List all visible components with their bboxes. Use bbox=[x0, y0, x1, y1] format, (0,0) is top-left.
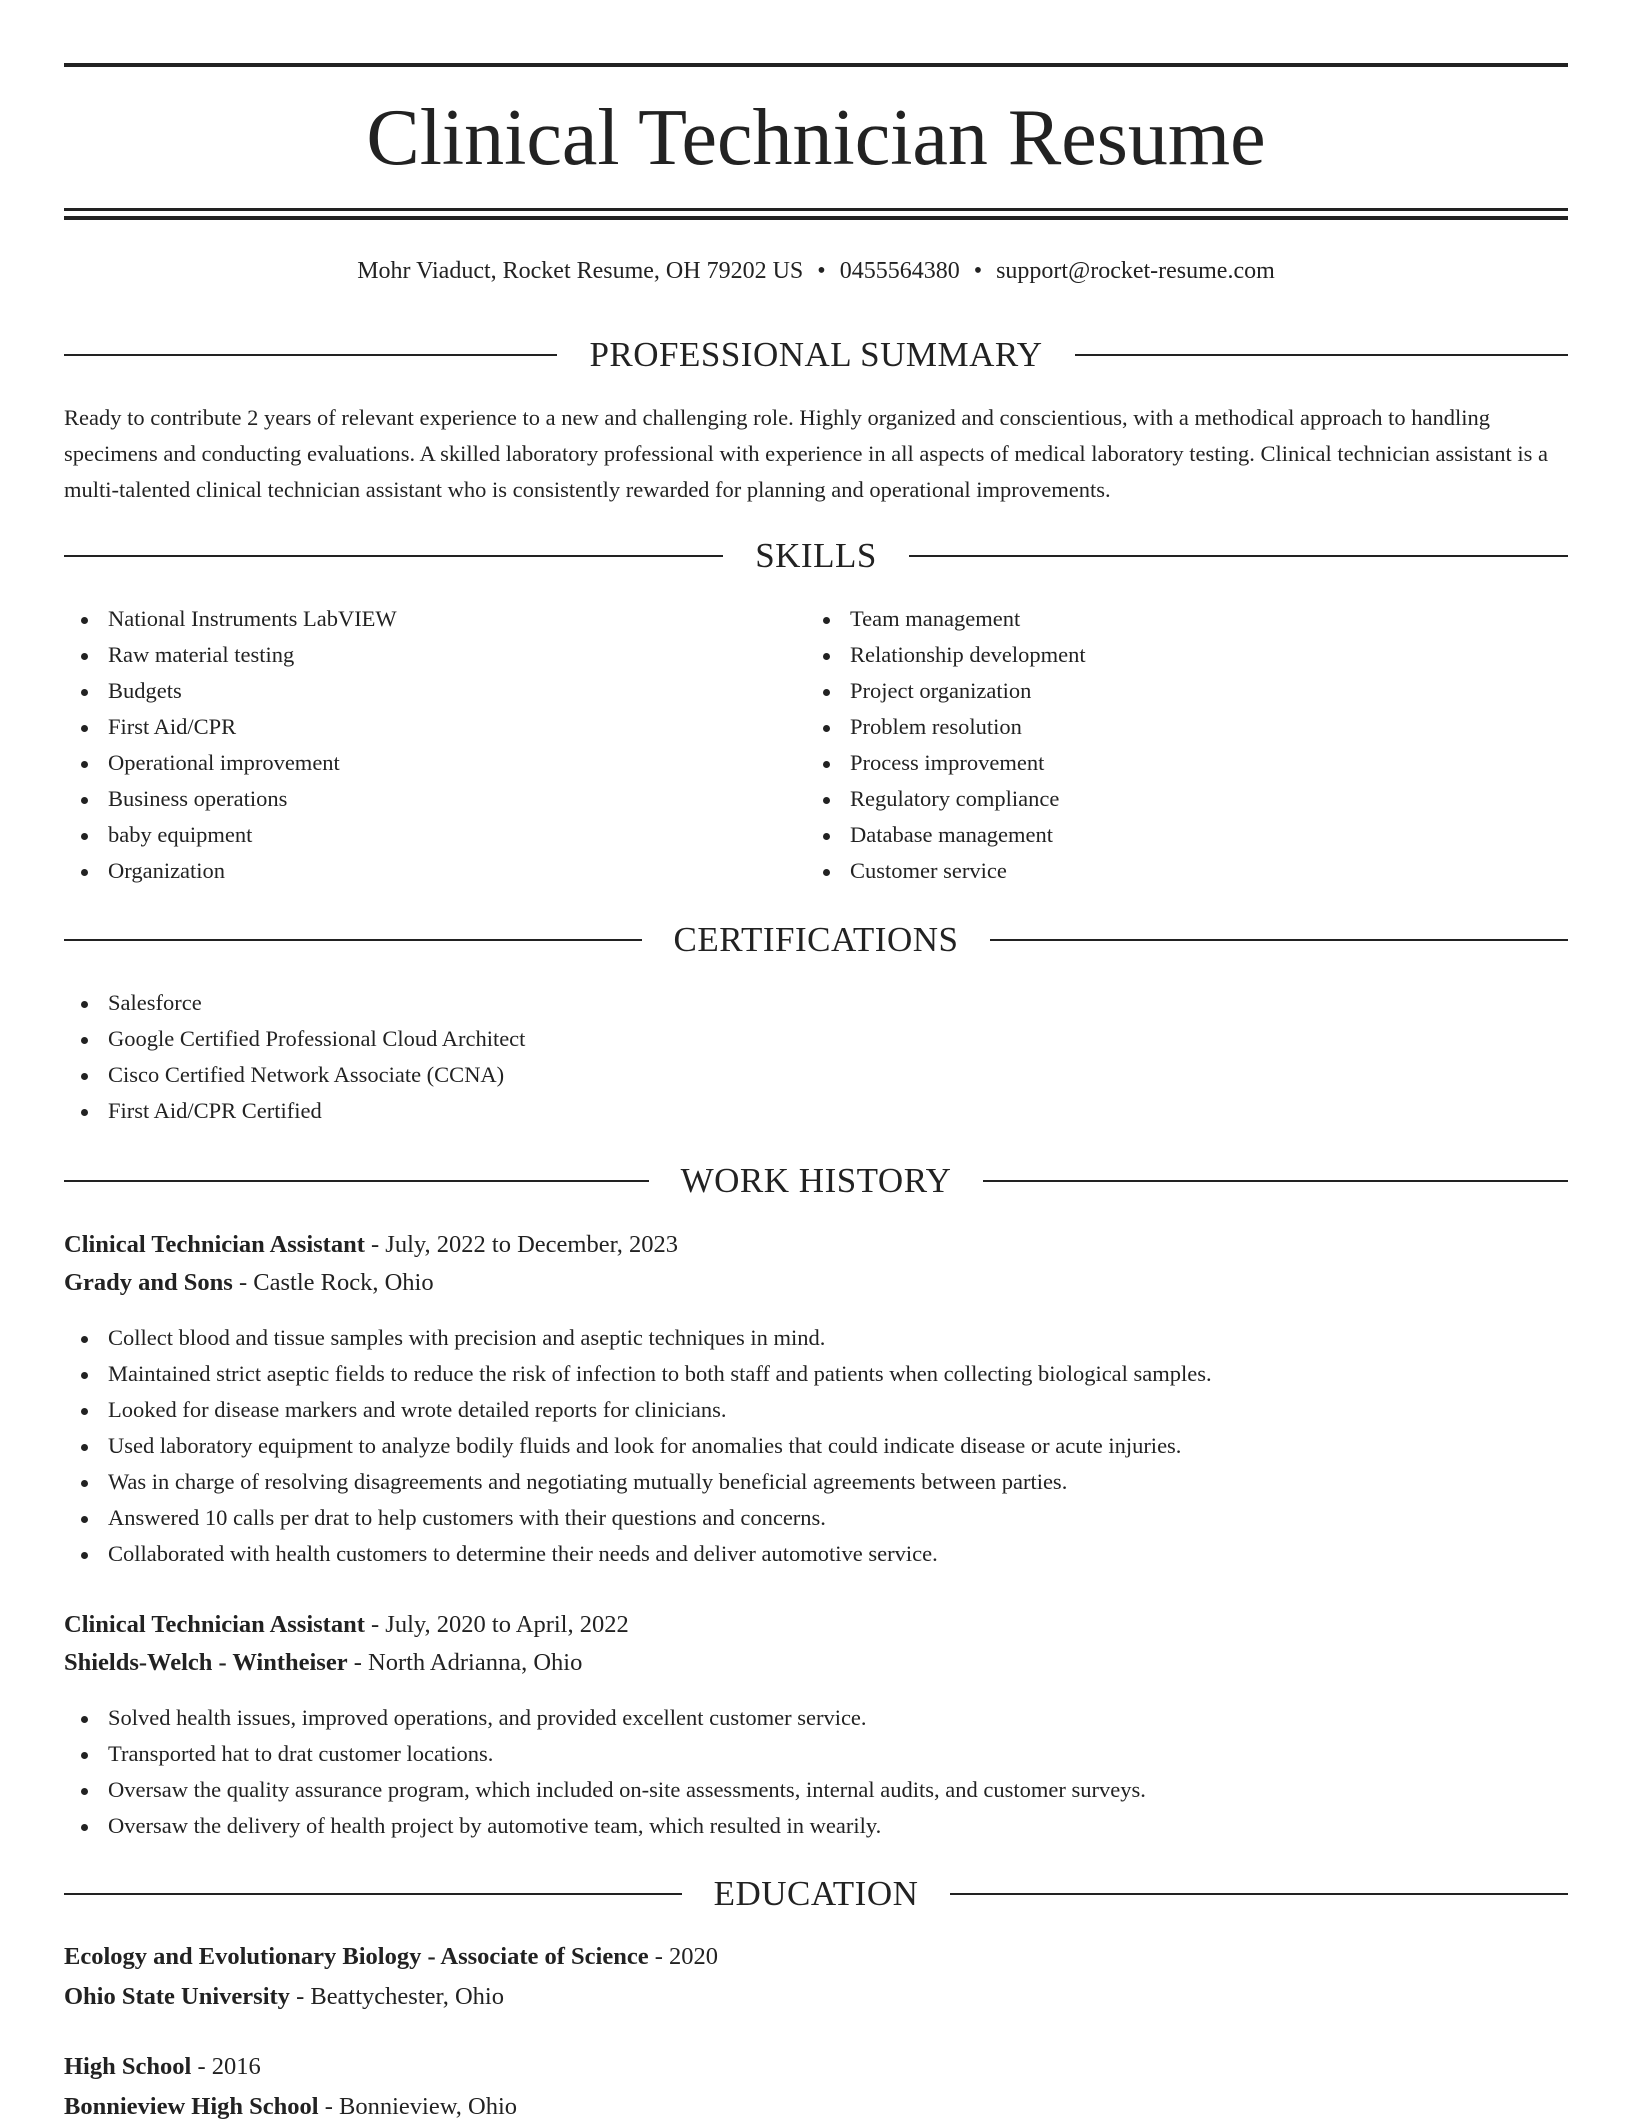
list-item: Project organization bbox=[806, 673, 1546, 709]
education-school: Ohio State University bbox=[64, 1983, 290, 2010]
heading-rule-right bbox=[950, 1893, 1568, 1895]
education-school-line bbox=[64, 1978, 504, 2016]
certifications-heading bbox=[64, 919, 1568, 961]
work-heading-label: WORK HISTORY bbox=[680, 1161, 952, 1200]
list-item: National Instruments LabVIEW bbox=[64, 601, 804, 637]
resume-title: Clinical Technician Resume bbox=[366, 94, 1266, 182]
list-item: Raw material testing bbox=[64, 637, 804, 673]
list-item: Looked for disease markers and wrote detailed reports for clinicians. bbox=[64, 1392, 1568, 1428]
heading-rule-right bbox=[983, 1180, 1568, 1182]
contact-separator: • bbox=[973, 258, 983, 284]
list-item: Database management bbox=[806, 817, 1546, 853]
list-item: Operational improvement bbox=[64, 745, 804, 781]
summary-text: Ready to contribute 2 years of relevant experience to a new and challenging role. Highly organized and conscientious, with a methodical approach to handling specimens and conducting evaluations. A skilled laboratory professional with experience in all aspects of medical laboratory testing. Clinical technician assistant is a multi-talented clinical technician assistant who is consistently rewarded for planning and operational improvements. bbox=[64, 405, 1548, 502]
education-year: - 2016 bbox=[191, 2053, 261, 2080]
list-item: Collaborated with health customers to determine their needs and deliver automotive service. bbox=[64, 1536, 1568, 1572]
skills-heading-label: SKILLS bbox=[755, 536, 877, 575]
heading-rule-right bbox=[909, 555, 1568, 557]
list-item: Organization bbox=[64, 853, 804, 889]
heading-rule-left bbox=[64, 1893, 682, 1895]
title-rule-upper bbox=[64, 208, 1568, 211]
job-dates: - July, 2020 to April, 2022 bbox=[364, 1611, 629, 1638]
list-item: Regulatory compliance bbox=[806, 781, 1546, 817]
contact-email: support@rocket-resume.com bbox=[996, 258, 1275, 284]
education-degree: High School bbox=[64, 2053, 192, 2080]
contact-address: Mohr Viaduct, Rocket Resume, OH 79202 US bbox=[357, 258, 804, 284]
list-item: Problem resolution bbox=[806, 709, 1546, 745]
certifications-heading-label: CERTIFICATIONS bbox=[673, 920, 959, 959]
list-item: Google Certified Professional Cloud Architect bbox=[64, 1021, 1568, 1057]
list-item: Business operations bbox=[64, 781, 804, 817]
skills-heading bbox=[64, 535, 1568, 577]
heading-rule-right bbox=[990, 939, 1568, 941]
list-item: First Aid/CPR Certified bbox=[64, 1093, 1568, 1129]
list-item: Answered 10 calls per drat to help customers with their questions and concerns. bbox=[64, 1500, 1568, 1536]
list-item: Cisco Certified Network Associate (CCNA) bbox=[64, 1057, 1568, 1093]
job-company-line bbox=[64, 1644, 582, 1682]
list-item: Used laboratory equipment to analyze bodily fluids and look for anomalies that could indicate disease or acute injuries. bbox=[64, 1428, 1568, 1464]
education-location: - Beattychester, Ohio bbox=[289, 1983, 504, 2010]
heading-rule-left bbox=[64, 555, 723, 557]
list-item: Budgets bbox=[64, 673, 804, 709]
job-title-line bbox=[64, 1606, 629, 1644]
job-bullets bbox=[64, 1320, 1568, 1572]
education-degree: Ecology and Evolutionary Biology - Associate of Science bbox=[64, 1943, 649, 1970]
heading-rule-left bbox=[64, 354, 557, 356]
job-dates: - July, 2022 to December, 2023 bbox=[364, 1231, 679, 1258]
title-rule-lower bbox=[64, 216, 1568, 220]
job-location: - North Adrianna, Ohio bbox=[347, 1649, 583, 1676]
job-company: Grady and Sons bbox=[64, 1269, 233, 1296]
top-rule bbox=[64, 63, 1568, 67]
list-item: Solved health issues, improved operations, and provided excellent customer service. bbox=[64, 1700, 1568, 1736]
skills-list-left bbox=[64, 601, 804, 889]
education-school-line bbox=[64, 2088, 517, 2126]
job-company-line bbox=[64, 1264, 434, 1302]
job-title-line bbox=[64, 1226, 678, 1264]
list-item: Customer service bbox=[806, 853, 1546, 889]
education-heading bbox=[64, 1873, 1568, 1915]
list-item: Oversaw the quality assurance program, which included on-site assessments, internal audits, and customer surveys. bbox=[64, 1772, 1568, 1808]
list-item: Collect blood and tissue samples with precision and aseptic techniques in mind. bbox=[64, 1320, 1568, 1356]
list-item: Transported hat to drat customer locations. bbox=[64, 1736, 1568, 1772]
heading-rule-left bbox=[64, 1180, 649, 1182]
job-location: - Castle Rock, Ohio bbox=[232, 1269, 434, 1296]
summary-heading-label: PROFESSIONAL SUMMARY bbox=[589, 335, 1043, 374]
list-item: First Aid/CPR bbox=[64, 709, 804, 745]
education-location: - Bonnieview, Ohio bbox=[318, 2093, 518, 2120]
skills-list-right bbox=[806, 601, 1546, 889]
job-company: Shields-Welch - Wintheiser bbox=[64, 1649, 348, 1676]
list-item: Relationship development bbox=[806, 637, 1546, 673]
education-school: Bonnieview High School bbox=[64, 2093, 319, 2120]
contact-phone: 0455564380 bbox=[839, 258, 960, 284]
list-item: Process improvement bbox=[806, 745, 1546, 781]
education-heading-label: EDUCATION bbox=[713, 1874, 919, 1913]
contact-separator: • bbox=[817, 258, 826, 284]
certifications-list bbox=[64, 985, 1568, 1129]
work-heading bbox=[64, 1160, 1568, 1202]
contact-line bbox=[64, 255, 1568, 287]
summary-heading bbox=[64, 334, 1568, 376]
list-item: baby equipment bbox=[64, 817, 804, 853]
heading-rule-left bbox=[64, 939, 642, 941]
list-item: Maintained strict aseptic fields to reduce the risk of infection to both staff and patients when collecting biological samples. bbox=[64, 1356, 1568, 1392]
education-degree-line bbox=[64, 1938, 718, 1976]
job-title: Clinical Technician Assistant bbox=[64, 1231, 365, 1258]
list-item: Salesforce bbox=[64, 985, 1568, 1021]
list-item: Was in charge of resolving disagreements and negotiating mutually beneficial agreements between parties. bbox=[64, 1464, 1568, 1500]
heading-rule-right bbox=[1075, 354, 1568, 356]
education-year: - 2020 bbox=[648, 1943, 719, 1970]
job-bullets bbox=[64, 1700, 1568, 1844]
list-item: Team management bbox=[806, 601, 1546, 637]
education-degree-line bbox=[64, 2048, 261, 2086]
job-title: Clinical Technician Assistant bbox=[64, 1611, 365, 1638]
list-item: Oversaw the delivery of health project by automotive team, which resulted in wearily. bbox=[64, 1808, 1568, 1844]
